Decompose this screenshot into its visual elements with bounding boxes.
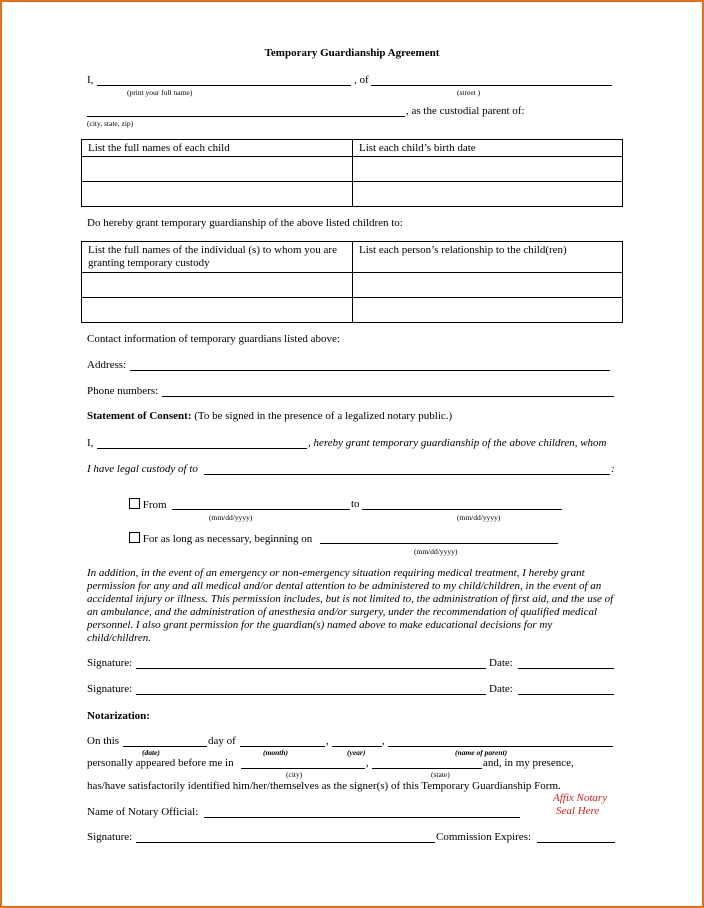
child-name-cell[interactable] — [82, 157, 353, 182]
to-date-hint: (mm/dd/yyyy) — [457, 513, 501, 522]
notary-city-field[interactable] — [241, 768, 365, 769]
city-comma: , — [366, 757, 369, 769]
on-this-label: On this — [87, 735, 120, 747]
seal-text-line2: Seal Here — [556, 805, 600, 817]
page-title: Temporary Guardianship Agreement — [264, 47, 440, 59]
as-long-checkbox[interactable] — [129, 532, 140, 543]
guardian-table — [81, 241, 623, 323]
to-label: to — [351, 498, 360, 510]
guardian-name-header — [82, 242, 353, 273]
print-name-hint: (print your full name) — [127, 88, 193, 97]
signature-field-2[interactable] — [136, 694, 486, 695]
state-hint: (state) — [431, 770, 450, 779]
beginning-date-hint: (mm/dd/yyyy) — [414, 547, 458, 556]
notary-name-field[interactable] — [204, 817, 520, 818]
month-comma: , — [326, 735, 329, 747]
month-hint: (month) — [263, 748, 289, 757]
commission-field[interactable] — [537, 842, 615, 843]
address-label: Address: — [87, 359, 127, 371]
guardian-name-header-line2: granting temporary custody — [88, 257, 210, 269]
date-label-1: Date: — [489, 657, 513, 669]
consent-i-label: I, — [87, 437, 94, 449]
guardian-relationship-cell[interactable] — [353, 273, 623, 298]
child-birthdate-cell[interactable] — [353, 182, 623, 207]
date-field-2[interactable] — [518, 694, 614, 695]
custodial-parent-text: , as the custodial parent of: — [406, 105, 525, 117]
notary-month-field[interactable] — [240, 746, 325, 747]
from-date-field[interactable] — [172, 509, 350, 510]
date-label-2: Date: — [489, 683, 513, 695]
parent-name-field[interactable] — [388, 746, 613, 747]
guardian-relationship-cell[interactable] — [353, 298, 623, 323]
custody-text: I have legal custody of to — [87, 463, 198, 475]
notary-year-field[interactable] — [332, 746, 382, 747]
notary-signature-label: Signature: — [87, 831, 133, 843]
year-comma: , — [382, 735, 385, 747]
appeared-text: personally appeared before me in — [87, 757, 234, 769]
date-hint: (date) — [142, 748, 160, 757]
from-checkbox[interactable] — [129, 498, 140, 509]
as-long-label: For as long as necessary, beginning on — [142, 533, 313, 545]
intro-of-label: , of — [354, 74, 369, 86]
children-table — [81, 139, 623, 207]
notary-signature-field[interactable] — [136, 842, 435, 843]
parent-hint: (name of parent) — [455, 748, 508, 757]
identified-text: has/have satisfactorily identified him/her/themselves as the signer(s) of this Temporary Guardianship Form. — [87, 780, 561, 792]
phone-field[interactable] — [162, 396, 614, 397]
from-option — [129, 498, 167, 511]
medical-permission-paragraph: In addition, in the event of an emergency or non-emergency situation requiring medical treatment, I hereby grant permission for any and all medical and/or dental attention to be administered to my child/children, in the event of an accidental injury or illness. This permission includes, but is not limited to, the administration of first aid, and the use of an ambulance, and the administration of anesthesia and/or surgery, under the recommendation of qualified medical personnel. I also grant permission for the guardian(s) named above to make educational decisions for my child/children. — [87, 567, 614, 644]
guardian-name-cell[interactable] — [82, 273, 353, 298]
beginning-date-field[interactable] — [320, 543, 558, 544]
date-field-1[interactable] — [518, 668, 614, 669]
city-hint: (city) — [286, 770, 303, 779]
full-name-field[interactable] — [97, 85, 351, 86]
consent-name-field[interactable] — [97, 448, 307, 449]
signature-label-1: Signature: — [87, 657, 133, 669]
seal-text-line1: Affix Notary — [553, 792, 608, 804]
day-of-label: day of — [208, 735, 236, 747]
guardian-name-cell[interactable] — [82, 298, 353, 323]
to-date-field[interactable] — [362, 509, 562, 510]
contact-heading: Contact information of temporary guardians listed above: — [87, 333, 340, 345]
presence-text: and, in my presence, — [483, 757, 574, 769]
child-name-cell[interactable] — [82, 182, 353, 207]
city-state-zip-field[interactable] — [87, 116, 405, 117]
from-label: From — [142, 499, 167, 511]
notary-day-field[interactable] — [123, 746, 207, 747]
street-field[interactable] — [371, 85, 612, 86]
grant-text: Do hereby grant temporary guardianship of the above listed children to: — [87, 217, 403, 229]
custody-end: : — [611, 463, 615, 475]
children-birthdate-header: List each child’s birth date — [353, 140, 623, 157]
notary-state-field[interactable] — [372, 768, 482, 769]
intro-i-label: I, — [87, 74, 94, 86]
consent-grant-text: , hereby grant temporary guardianship of the above children, whom — [308, 437, 607, 449]
children-name-header: List the full names of each child — [82, 140, 353, 157]
child-birthdate-cell[interactable] — [353, 157, 623, 182]
address-field[interactable] — [130, 370, 610, 371]
street-hint: (street ) — [457, 88, 481, 97]
consent-heading-line — [87, 410, 452, 422]
consent-heading: Statement of Consent: — [87, 410, 192, 422]
city-hint: (city, state, zip) — [87, 119, 134, 128]
signature-label-2: Signature: — [87, 683, 133, 695]
consent-note: (To be signed in the presence of a legalized notary public.) — [194, 410, 453, 422]
custody-field[interactable] — [204, 474, 610, 475]
notarization-heading: Notarization: — [87, 710, 150, 722]
guardian-relationship-header: List each person’s relationship to the child(ren) — [353, 242, 623, 273]
phone-label: Phone numbers: — [87, 385, 159, 397]
year-hint: (year) — [347, 748, 366, 757]
guardian-name-header-line1: List the full names of the individual (s) to whom you are — [88, 244, 337, 256]
from-date-hint: (mm/dd/yyyy) — [209, 513, 253, 522]
notary-name-label: Name of Notary Official: — [87, 806, 199, 818]
commission-label: Commission Expires: — [436, 831, 532, 843]
as-long-option — [129, 532, 312, 545]
signature-field-1[interactable] — [136, 668, 486, 669]
